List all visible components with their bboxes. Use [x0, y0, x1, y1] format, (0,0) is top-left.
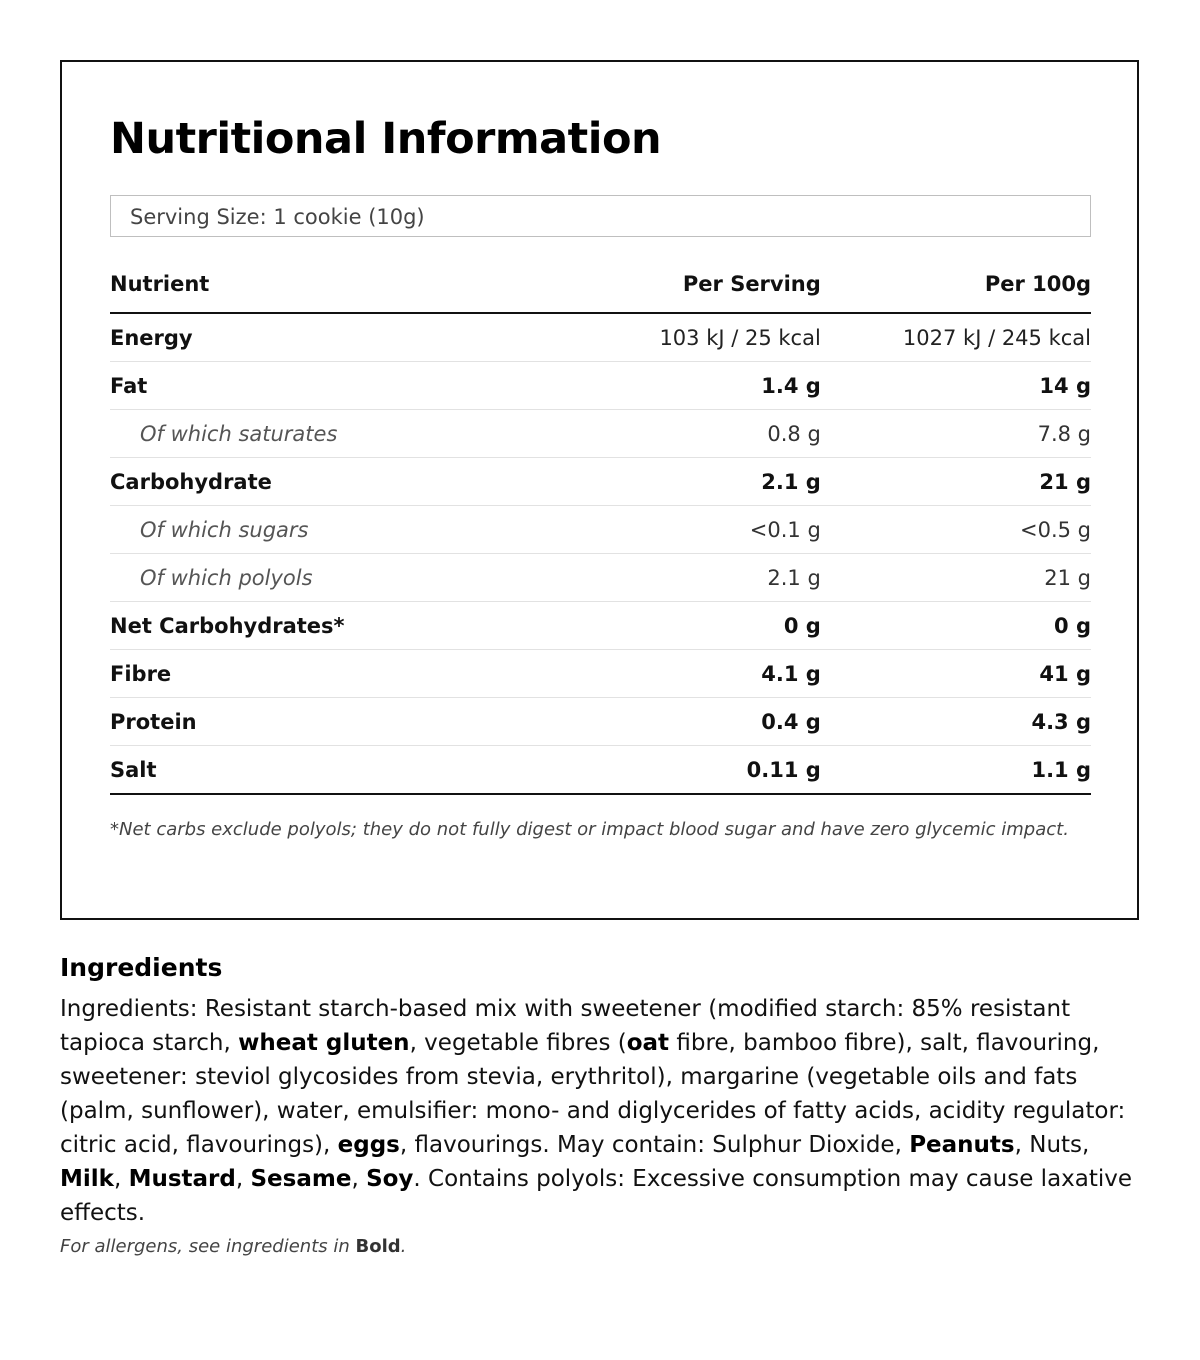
per-100g-value: 4.3 g: [821, 698, 1091, 746]
nutrient-name: Of which polyols: [110, 554, 548, 602]
nutrient-name: Fat: [110, 362, 548, 410]
ingredient-text-part: ,: [113, 1166, 129, 1192]
allergen-note-bold: Bold: [355, 1236, 401, 1257]
allergen-note-period: .: [400, 1236, 407, 1257]
nutrient-name: Energy: [110, 313, 548, 362]
per-100g-value: <0.5 g: [821, 506, 1091, 554]
per-serving-value: 0.4 g: [548, 698, 821, 746]
ingredient-text-part: Ingredients: Resistant starch-based mix with sweetener (modified starch: 85% resistant tapioca starch,: [60, 996, 1071, 1056]
ingredient-text-part: fibre, bamboo fibre), salt, flavouring, sweetener: steviol glycosides from stevia, erythritol), margarine (vegetable oils and fats (palm, sunflower), water, emulsifier: mono- and diglycerides of fatty acids, acidity regulator: citric acid, flavourings),: [60, 1030, 1126, 1158]
table-row-fat: [110, 362, 1091, 410]
table-row-net-carbohydrates: [110, 602, 1091, 650]
per-serving-value: 103 kJ / 25 kcal: [548, 313, 821, 362]
table-row-sugars: [110, 506, 1091, 554]
allergen-sesame: Sesame: [250, 1166, 352, 1192]
ingredient-text-part: ,: [235, 1166, 251, 1192]
column-header-per-100g: Per 100g: [821, 256, 1091, 313]
ingredients-heading: Ingredients: [60, 953, 223, 982]
per-serving-value: 2.1 g: [548, 554, 821, 602]
per-100g-value: 1.1 g: [821, 746, 1091, 795]
per-serving-value: <0.1 g: [548, 506, 821, 554]
allergen-soy: Soy: [366, 1166, 414, 1192]
net-carbs-footnote: *Net carbs exclude polyols; they do not fully digest or impact blood sugar and have zero glycemic impact.: [110, 819, 1069, 840]
ingredient-text-part: , flavourings. May contain: Sulphur Dioxide,: [399, 1132, 910, 1158]
ingredient-text-part: , Nuts,: [1014, 1132, 1090, 1158]
allergen-eggs: eggs: [337, 1132, 400, 1158]
per-100g-value: 1027 kJ / 245 kcal: [821, 313, 1091, 362]
per-100g-value: 21 g: [821, 554, 1091, 602]
ingredients-text: [60, 992, 1145, 1230]
allergen-note: [60, 1236, 406, 1257]
nutrient-name: Protein: [110, 698, 548, 746]
table-row-fibre: [110, 650, 1091, 698]
table-row-energy: [110, 313, 1091, 362]
table-row-polyols: [110, 554, 1091, 602]
table-row-salt: [110, 746, 1091, 795]
allergen-peanuts: Peanuts: [909, 1132, 1015, 1158]
allergen-milk: Milk: [60, 1166, 114, 1192]
table-row-saturates: [110, 410, 1091, 458]
per-100g-value: 21 g: [821, 458, 1091, 506]
ingredient-text-part: . Contains polyols: Excessive consumption may cause laxative effects.: [60, 1166, 1133, 1226]
allergen-oat: oat: [626, 1030, 670, 1056]
per-serving-value: 2.1 g: [548, 458, 821, 506]
nutrient-name: Net Carbohydrates*: [110, 602, 548, 650]
per-serving-value: 1.4 g: [548, 362, 821, 410]
allergen-wheat-gluten: wheat gluten: [238, 1030, 410, 1056]
nutrition-panel: [60, 60, 1139, 920]
table-header-row: [110, 256, 1091, 313]
allergen-mustard: Mustard: [128, 1166, 236, 1192]
ingredient-text-part: , vegetable fibres (: [409, 1030, 627, 1056]
per-serving-value: 0.11 g: [548, 746, 821, 795]
column-header-per-serving: Per Serving: [548, 256, 821, 313]
per-serving-value: 0.8 g: [548, 410, 821, 458]
nutrition-table: [110, 256, 1091, 795]
serving-size-box: Serving Size: 1 cookie (10g): [110, 195, 1091, 237]
nutrient-name: Carbohydrate: [110, 458, 548, 506]
per-serving-value: 0 g: [548, 602, 821, 650]
per-serving-value: 4.1 g: [548, 650, 821, 698]
nutrient-name: Of which sugars: [110, 506, 548, 554]
column-header-nutrient: Nutrient: [110, 256, 548, 313]
per-100g-value: 0 g: [821, 602, 1091, 650]
nutrient-name: Salt: [110, 746, 548, 795]
table-row-protein: [110, 698, 1091, 746]
ingredient-text-part: ,: [351, 1166, 367, 1192]
nutrition-title: Nutritional Information: [110, 114, 662, 164]
nutrient-name: Of which saturates: [110, 410, 548, 458]
allergen-note-text: For allergens, see ingredients in: [60, 1236, 356, 1257]
per-100g-value: 41 g: [821, 650, 1091, 698]
per-100g-value: 14 g: [821, 362, 1091, 410]
nutrient-name: Fibre: [110, 650, 548, 698]
table-row-carbohydrate: [110, 458, 1091, 506]
per-100g-value: 7.8 g: [821, 410, 1091, 458]
